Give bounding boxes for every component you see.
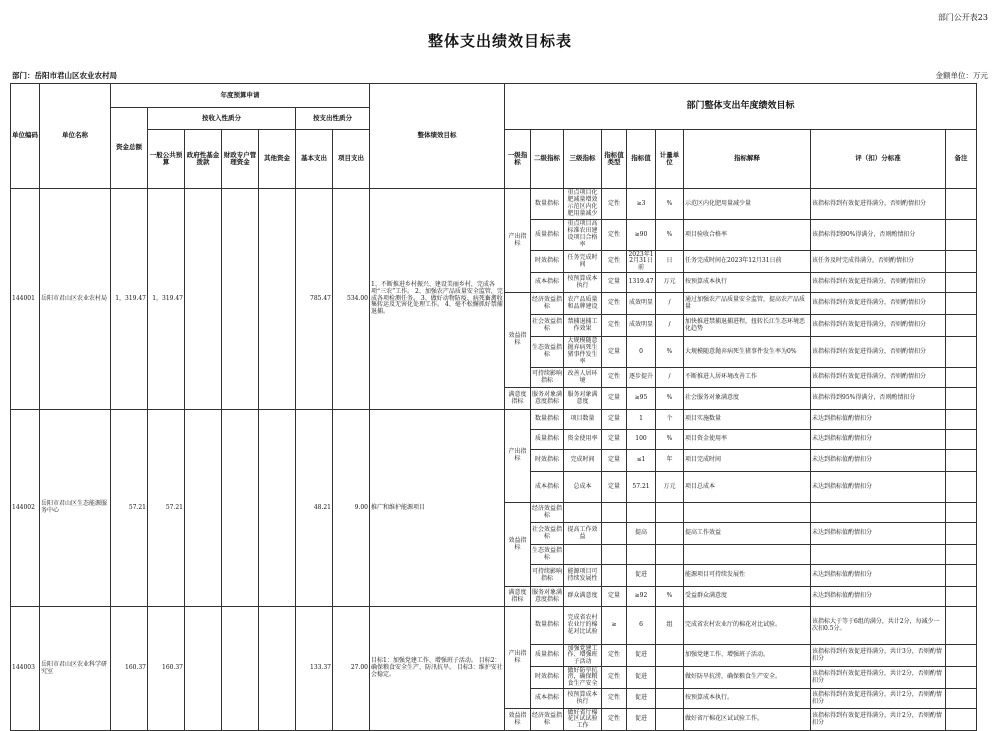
indicator-level2: 服务对象满意度指标: [531, 388, 564, 410]
indicator-explain: 项目验收合格率: [684, 220, 811, 251]
indicator-level2: 质量指标: [531, 645, 564, 667]
indicator-level3: [564, 220, 602, 251]
value-type: 定性: [602, 667, 627, 689]
indicator-level2: 数量指标: [531, 189, 564, 220]
indicator-level2: 可持续影响指标: [531, 368, 564, 388]
indicator-level1: 效益指标: [505, 503, 531, 587]
indicator-level3-text: 任务完成时间: [567, 253, 598, 268]
header-general-budget: 一般公共预算: [148, 130, 185, 189]
indicator-level3-text: 加强党建工作、增强班子活动: [567, 644, 598, 666]
indicator-level3-text: 完成时间: [570, 456, 595, 464]
page-title: 整体支出绩效目标表: [427, 32, 572, 50]
indicator-explain: 能源项目可持续发展性: [684, 565, 811, 587]
header-value-type: 指标值类型: [602, 130, 627, 189]
header-value: 指标值: [627, 130, 656, 189]
value-type: 定性: [602, 220, 627, 251]
indicator-level2: 社会效益指标: [531, 315, 564, 337]
measure-unit: %: [656, 587, 684, 607]
indicator-value: [627, 273, 656, 293]
header-project-exp: 项目支出: [333, 130, 370, 189]
indicator-level3-text: 按预算成本执行: [567, 274, 598, 289]
indicator-level3: [564, 607, 602, 645]
indicator-value-text: 0: [639, 347, 643, 355]
indicator-value: [627, 368, 656, 388]
scoring-standard: 该指标得到有效促进得满分，共计2分，否则酌情扣分: [811, 689, 946, 709]
indicator-value: [627, 472, 656, 503]
measure-unit: %: [656, 430, 684, 450]
scoring-standard: 未达到指标值酌情扣分: [811, 565, 946, 587]
indicator-level3: [564, 472, 602, 503]
indicator-level3: [564, 388, 602, 410]
unit-name: 岳阳市君山区生态能源服务中心: [40, 410, 111, 607]
indicator-level3-text: 提高工作效益: [567, 525, 598, 540]
remark: [946, 189, 977, 220]
basic-exp: 48.21: [296, 410, 333, 607]
indicator-level3: [564, 545, 602, 565]
measure-unit: [656, 545, 684, 565]
indicator-explain: 加快推进禁捕退捕进程，扭转长江生态环境恶化趋势: [684, 315, 811, 337]
indicator-level2: 服务对象满意度指标: [531, 587, 564, 607]
remark: [946, 220, 977, 251]
indicator-value: [627, 410, 656, 430]
indicator-value-text: 促进: [634, 673, 647, 681]
indicator-level2: 成本指标: [531, 689, 564, 709]
indicator-explain: 大规模随意抛弃病死生猪事件发生率为0%: [684, 337, 811, 368]
indicator-value: [627, 503, 656, 523]
indicator-level3: [564, 315, 602, 337]
measure-unit: 万元: [656, 472, 684, 503]
table-row: [11, 410, 977, 430]
measure-unit: 万元: [656, 273, 684, 293]
overall-goal: 推广和维护能源项目: [370, 410, 505, 607]
scoring-standard: 该指标得到有效促进得满分，否则酌情扣分: [811, 293, 946, 315]
measure-unit: %: [656, 220, 684, 251]
header-explain: 指标解释: [684, 130, 811, 189]
remark: [946, 667, 977, 689]
measure-unit: 组: [656, 607, 684, 645]
value-type: 定量: [602, 587, 627, 607]
fiscal-special: [222, 410, 259, 607]
header-basic-exp: 基本支出: [296, 130, 333, 189]
value-type: 定量: [602, 472, 627, 503]
header-total-funds: 资金总额: [111, 108, 148, 189]
indicator-level2: 经济效益指标: [531, 503, 564, 523]
indicator-level2: 成本指标: [531, 273, 564, 293]
indicator-explain: 项目资金使用率: [684, 430, 811, 450]
indicator-value-text: 促进: [634, 651, 647, 659]
indicator-explain: 任务完成时间在2023年12月31日前: [684, 251, 811, 273]
indicator-level1: 产出指标: [505, 189, 531, 293]
header-unit-name: 单位名称: [40, 84, 111, 189]
indicator-value-text: ≥90: [634, 230, 648, 238]
unit-code: 144001: [11, 189, 40, 410]
measure-unit: [656, 523, 684, 545]
indicator-explain: 不断推进人居环境改善工作: [684, 368, 811, 388]
indicator-level2: 质量指标: [531, 430, 564, 450]
indicator-level1: 产出指标: [505, 607, 531, 709]
indicator-level2: 时效指标: [531, 251, 564, 273]
table-row: [11, 189, 977, 220]
value-type: 定量: [602, 430, 627, 450]
indicator-value: [627, 388, 656, 410]
indicator-level2: 经济效益指标: [531, 709, 564, 731]
unit-name: 岳阳市君山区农业科学研究室: [40, 607, 111, 731]
header-ind1: 一级指标: [505, 130, 531, 189]
remark: [946, 645, 977, 667]
value-type: [602, 545, 627, 565]
indicator-level2: 生态效益指标: [531, 545, 564, 565]
indicator-explain: 示范区内化肥用量减少量: [684, 189, 811, 220]
other-funds: [259, 410, 296, 607]
value-type: [602, 503, 627, 523]
unit-name: 岳阳市君山区农业农村局: [40, 189, 111, 410]
indicator-value-text: 提高: [634, 529, 647, 537]
scoring-standard: 该指标得到有效促进得满分，否则酌情扣分: [811, 368, 946, 388]
scoring-standard: 该指标得到有效促进得满分，共计3分，否则酌情扣分: [811, 645, 946, 667]
project-exp: 27.00: [333, 607, 370, 731]
measure-unit: [656, 503, 684, 523]
gov-fund: [185, 410, 222, 607]
indicator-value: [627, 645, 656, 667]
indicator-explain: [684, 503, 811, 523]
indicator-level3-text: 按预算成本执行: [567, 690, 598, 705]
indicator-level2: 质量指标: [531, 220, 564, 251]
general-budget: 57.21: [148, 410, 185, 607]
indicator-value-text: 100: [635, 435, 647, 443]
indicator-level1: 产出指标: [505, 410, 531, 503]
measure-unit: /: [656, 315, 684, 337]
indicator-level3: [564, 503, 602, 523]
indicator-level3: [564, 689, 602, 709]
indicator-value-text: 6: [639, 621, 643, 629]
measure-unit: [656, 667, 684, 689]
indicator-level3-text: 资金使用率: [567, 435, 598, 443]
indicator-explain: 做好防旱抗涝，确保粮食生产安全。: [684, 667, 811, 689]
indicator-value-text: 促进: [634, 715, 647, 723]
indicator-value-text: ≥3: [636, 199, 646, 207]
project-exp: 9.00: [333, 410, 370, 607]
value-type: 定性: [602, 689, 627, 709]
overall-goal: 目标1：加强党建工作、增强班子活动。 目标2：确保粮食安全生产、防汛抗旱。 目标3：维护安社会稳定。: [370, 607, 505, 731]
remark: [946, 315, 977, 337]
indicator-explain: 提高工作效益: [684, 523, 811, 545]
indicator-value-text: 57.21: [632, 482, 650, 490]
measure-unit: [656, 689, 684, 709]
table-wrapper: [10, 83, 976, 730]
indicator-value-text: ≥95: [634, 394, 648, 402]
table-row: [11, 607, 977, 645]
total-funds: 57.21: [111, 410, 148, 607]
indicator-level3-text: 做好防旱抗涝，确保粮食生产安全: [567, 666, 598, 688]
indicator-level3-text: 改善人居环境: [567, 369, 598, 384]
measure-unit: [656, 709, 684, 731]
remark: [946, 689, 977, 709]
scoring-standard: 该指标得到有效促进得满分，否则酌情扣分: [811, 337, 946, 368]
value-type: 定量: [602, 410, 627, 430]
indicator-value: [627, 667, 656, 689]
header-gov-fund: 政府性基金拨款: [185, 130, 222, 189]
value-type: 定量: [602, 273, 627, 293]
general-budget: 1，319.47: [148, 189, 185, 410]
indicator-value: [627, 607, 656, 645]
indicator-explain: [684, 545, 811, 565]
indicator-level3-text: 大规模随意抛弃病死生猪事件发生率: [567, 337, 598, 365]
indicator-level2: 数量指标: [531, 410, 564, 430]
indicator-value: [627, 251, 656, 273]
indicator-value: [627, 450, 656, 472]
scoring-standard: 该指标得到有效促进得满分，共计2分，否则酌情扣分: [811, 667, 946, 689]
indicator-level2: 生态效益指标: [531, 337, 564, 368]
remark: [946, 523, 977, 545]
measure-unit: %: [656, 337, 684, 368]
header-remark: 备注: [946, 130, 977, 189]
scoring-standard: 未达到指标值酌情扣分: [811, 410, 946, 430]
scoring-standard: 该指标得到有效促进得满分，否则酌情扣分: [811, 273, 946, 293]
scoring-standard: [811, 503, 946, 523]
gov-fund: [185, 607, 222, 731]
header-by-expense: 按支出性质分: [296, 108, 370, 130]
fiscal-special: [222, 189, 259, 410]
value-type: [602, 523, 627, 545]
indicator-level1: 满意度指标: [505, 587, 531, 607]
indicator-value-text: 成效明显: [628, 321, 653, 329]
indicator-explain: 做好省厅棉花区试试验工作。: [684, 709, 811, 731]
value-type: 定量: [602, 450, 627, 472]
scoring-standard: 未达到指标值酌情扣分: [811, 587, 946, 607]
indicator-level3-text: 禁捕退捕工作效果: [567, 317, 598, 332]
scoring-standard: [811, 545, 946, 565]
total-funds: 160.37: [111, 607, 148, 731]
scoring-standard: 未达到指标值酌情扣分: [811, 523, 946, 545]
remark: [946, 587, 977, 607]
header-scoring: 评（扣）分标准: [811, 130, 946, 189]
indicator-value-text: ≤1: [636, 456, 646, 464]
value-type: [602, 565, 627, 587]
indicator-value-text: 2023年12月31日前: [628, 250, 654, 272]
remark: [946, 251, 977, 273]
amount-unit-label: 金额单位：万元: [935, 71, 988, 80]
indicator-level3: [564, 645, 602, 667]
scoring-standard: 未达到指标值酌情扣分: [811, 472, 946, 503]
indicator-explain: 受益群众满意度: [684, 587, 811, 607]
indicator-level3-text: 群众满意度: [567, 592, 598, 600]
indicator-level1: 满意度指标: [505, 388, 531, 410]
indicator-explain: 按预算成本执行。: [684, 689, 811, 709]
indicator-value-text: 逐步提升: [628, 373, 653, 381]
scoring-standard: 未达到指标值酌情扣分: [811, 450, 946, 472]
indicator-level3: [564, 337, 602, 368]
measure-unit: 年: [656, 450, 684, 472]
indicator-level3-text: 完成省农村农业厅的棉花对比试验: [567, 614, 598, 635]
indicator-level2: 经济效益指标: [531, 293, 564, 315]
indicator-level1: 效益指标: [505, 709, 531, 731]
indicator-value: [627, 709, 656, 731]
indicator-value-text: 成效明显: [628, 299, 653, 307]
indicator-level3: [564, 293, 602, 315]
header-fiscal-special: 财政专户管理资金: [222, 130, 259, 189]
indicator-level3-text: 总成本: [573, 482, 592, 490]
remark: [946, 368, 977, 388]
scoring-standard: 该指标得到95%得满分，否则酌情扣分: [811, 388, 946, 410]
indicator-explain: 按预算成本执行: [684, 273, 811, 293]
header-other-funds: 其他资金: [259, 130, 296, 189]
performance-goal-table: [10, 83, 977, 731]
total-funds: 1，319.47: [111, 189, 148, 410]
gov-fund: [185, 189, 222, 410]
indicator-value: [627, 430, 656, 450]
page-number: 部门公开表23: [937, 13, 988, 22]
remark: [946, 607, 977, 645]
scoring-standard: 该指标得到有效促进得满分，否则酌情扣分: [811, 189, 946, 220]
indicator-level3-text: 重点项目高标准农田建设项目合格率: [567, 220, 598, 248]
measure-unit: [656, 565, 684, 587]
department-label: 部门：岳阳市君山区农业农村局: [12, 71, 117, 80]
indicator-value: [627, 189, 656, 220]
indicator-value-text: 1319.47: [628, 278, 654, 286]
indicator-level2: 时效指标: [531, 450, 564, 472]
indicator-level3-text: 农产品质量和品牌建设: [567, 295, 598, 310]
indicator-level1: 效益指标: [505, 293, 531, 388]
indicator-level3: [564, 587, 602, 607]
value-type: ≥: [602, 607, 627, 645]
indicator-level3-text: 能源项目可持续发展性: [567, 567, 598, 582]
indicator-explain: 项目总成本: [684, 472, 811, 503]
indicator-level3: [564, 410, 602, 430]
unit-code: 144002: [11, 410, 40, 607]
table-body: [11, 189, 977, 731]
header-overall-goal: 整体绩效目标: [370, 84, 505, 189]
indicator-level3: [564, 523, 602, 545]
indicator-level3: [564, 189, 602, 220]
indicator-value-text: 促进: [634, 694, 647, 702]
overall-goal: 1、不断推进乡村振兴、建设美丽乡村，完成各项“三农”工作。 2、加强农产品质量安全监管，完成各项检测任务。 3、做好动物防疫、病死畜禽收集转运及无害化处理工作。 4、毫不松懈抓好禁捕退捕。: [370, 189, 505, 410]
indicator-value: [627, 337, 656, 368]
indicator-explain: 通过加强农产品质量安全监管，提高农产品质量: [684, 293, 811, 315]
general-budget: 160.37: [148, 607, 185, 731]
indicator-explain: 项目实施数量: [684, 410, 811, 430]
indicator-level3: [564, 450, 602, 472]
indicator-level2: 可持续影响指标: [531, 565, 564, 587]
value-type: 定性: [602, 709, 627, 731]
measure-unit: /: [656, 293, 684, 315]
header-dept-goal: 部门整体支出年度绩效目标: [505, 84, 977, 130]
other-funds: [259, 607, 296, 731]
indicator-level2: 数量指标: [531, 607, 564, 645]
indicator-explain: 社会服务对象满意度: [684, 388, 811, 410]
indicator-value-text: 促进: [634, 571, 647, 579]
indicator-level3: [564, 273, 602, 293]
remark: [946, 337, 977, 368]
indicator-level2: 时效指标: [531, 667, 564, 689]
indicator-value-text: 1: [639, 415, 643, 423]
scoring-standard: 该指标得到有效促进得满分，共计2分，否则酌情扣分: [811, 709, 946, 731]
indicator-value: [627, 220, 656, 251]
value-type: 定性: [602, 315, 627, 337]
value-type: 定量: [602, 388, 627, 410]
header-ind2: 二级指标: [531, 130, 564, 189]
indicator-explain: 加强党建工作、增强班子活动。: [684, 645, 811, 667]
remark: [946, 430, 977, 450]
remark: [946, 472, 977, 503]
measure-unit: 个: [656, 410, 684, 430]
value-type: 定量: [602, 337, 627, 368]
header-unit-code: 单位编码: [11, 84, 40, 189]
header-ind3: 三级指标: [564, 130, 602, 189]
header-by-income: 按收入性质分: [148, 108, 296, 130]
indicator-level3-text: 项目数量: [570, 415, 595, 423]
indicator-value: [627, 523, 656, 545]
other-funds: [259, 189, 296, 410]
indicator-level3: [564, 565, 602, 587]
indicator-level2: 社会效益指标: [531, 523, 564, 545]
remark: [946, 388, 977, 410]
indicator-value: [627, 689, 656, 709]
scoring-standard: 该指标得到90%得满分，否则酌情扣分: [811, 220, 946, 251]
indicator-value-text: ≥92: [634, 592, 648, 600]
indicator-value: [627, 565, 656, 587]
measure-unit: %: [656, 388, 684, 410]
remark: [946, 293, 977, 315]
indicator-level3: [564, 667, 602, 689]
measure-unit: [656, 645, 684, 667]
indicator-level3-text: 服务对象满意度: [567, 390, 598, 405]
unit-code: 144003: [11, 607, 40, 731]
indicator-value: [627, 545, 656, 565]
indicator-level3: [564, 709, 602, 731]
remark: [946, 545, 977, 565]
scoring-standard: 该指标大于等于6组的满分，共计2分，每减少一次扣0.5分。: [811, 607, 946, 645]
value-type: 定性: [602, 189, 627, 220]
indicator-level3: [564, 430, 602, 450]
remark: [946, 410, 977, 430]
value-type: 定性: [602, 368, 627, 388]
measure-unit: %: [656, 189, 684, 220]
value-type: 定性: [602, 645, 627, 667]
remark: [946, 450, 977, 472]
indicator-level3: [564, 251, 602, 273]
scoring-standard: 该指标得到有效促进得满分，否则酌情扣分: [811, 315, 946, 337]
header-annual-budget: 年度预算申请: [111, 84, 370, 108]
project-exp: 534.00: [333, 189, 370, 410]
measure-unit: /: [656, 368, 684, 388]
value-type: 定性: [602, 293, 627, 315]
indicator-value: [627, 587, 656, 607]
indicator-value: [627, 315, 656, 337]
scoring-standard: 该任务及时完成得满分，否则酌情扣分: [811, 251, 946, 273]
indicator-level3: [564, 368, 602, 388]
header-measure-unit: 计量单位: [656, 130, 684, 189]
indicator-explain: 完成省农村农业厅的棉花对比试验。: [684, 607, 811, 645]
indicator-value: [627, 293, 656, 315]
remark: [946, 503, 977, 523]
remark: [946, 273, 977, 293]
measure-unit: 日: [656, 251, 684, 273]
value-type: 定性: [602, 251, 627, 273]
indicator-explain: 项目完成时间: [684, 450, 811, 472]
basic-exp: 785.47: [296, 189, 333, 410]
indicator-level3-text: 重点项目化肥减量增效示范区内化肥用量减少: [567, 189, 598, 217]
fiscal-special: [222, 607, 259, 731]
scoring-standard: 未达到指标值酌情扣分: [811, 430, 946, 450]
indicator-level3-text: 做好省厅棉花区试试验工作: [567, 708, 598, 730]
indicator-level2: 成本指标: [531, 472, 564, 503]
remark: [946, 565, 977, 587]
basic-exp: 133.37: [296, 607, 333, 731]
remark: [946, 709, 977, 731]
